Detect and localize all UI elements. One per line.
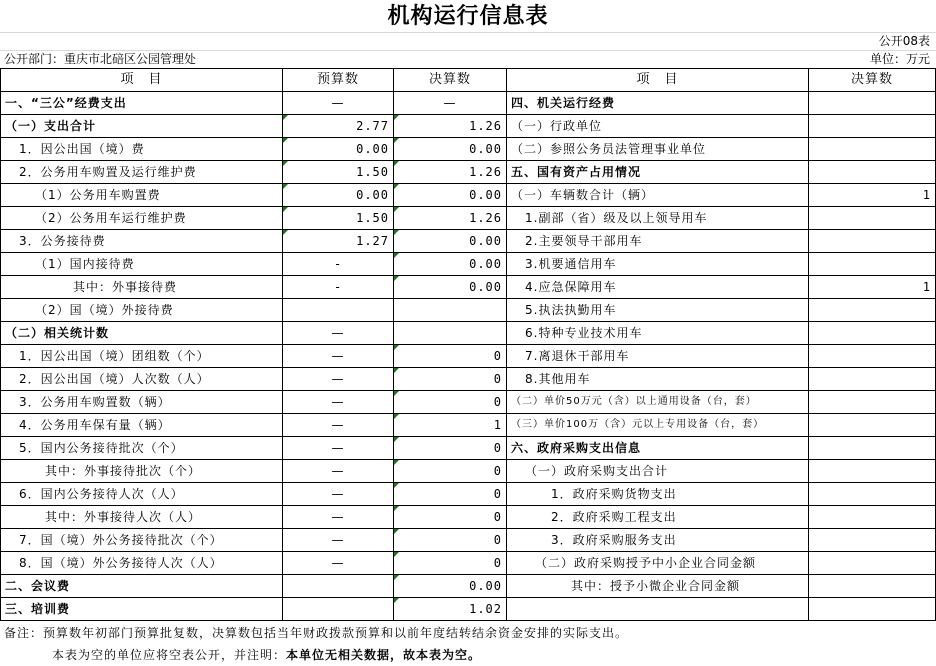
right-final-cell — [809, 506, 936, 529]
row-label: （2）国（境）外接待费 — [1, 299, 283, 322]
final-cell: — — [394, 92, 507, 115]
row-label: （1）国内接待费 — [1, 253, 283, 276]
row-label: （一）支出合计 — [1, 115, 283, 138]
page-title: 机构运行信息表 — [387, 4, 549, 29]
table-row — [1, 437, 936, 460]
final-cell: 0.00 — [394, 276, 507, 299]
footnote: 备注：预算数年初部门预算批复数，决算数包括当年财政拨款预算和以前年度结转结余资金安排的实际支出。 — [4, 626, 629, 640]
final-cell: 1.26 — [394, 207, 507, 230]
unit-label: 单位：万元 — [869, 52, 930, 66]
right-final-cell — [809, 161, 936, 184]
budget-cell — [283, 598, 394, 621]
table-row — [1, 414, 936, 437]
row-label: 8．国（境）外公务接待人次（人） — [1, 552, 283, 575]
row-label: 7．国（境）外公务接待批次（个） — [1, 529, 283, 552]
table-row — [1, 92, 936, 115]
right-final-cell — [809, 391, 936, 414]
title-row — [0, 0, 936, 32]
row-label: （1）公务用车购置费 — [1, 184, 283, 207]
right-final-cell — [809, 414, 936, 437]
right-final-cell — [809, 253, 936, 276]
row-label: 4．公务用车保有量（辆） — [1, 414, 283, 437]
row-label: 其中：外事接待批次（个） — [1, 460, 283, 483]
budget-cell: — — [283, 322, 394, 345]
right-row-label: （一）行政单位 — [507, 115, 809, 138]
footnote-empty-bold: 本单位无相关数据，故本表为空。 — [286, 648, 482, 662]
table-row — [1, 115, 936, 138]
budget-cell: 1.50 — [283, 207, 394, 230]
final-cell: 1.26 — [394, 115, 507, 138]
budget-cell: 1.50 — [283, 161, 394, 184]
table-row — [1, 230, 936, 253]
table-row — [1, 460, 936, 483]
final-cell: 0 — [394, 437, 507, 460]
right-row-label: 1．政府采购货物支出 — [507, 483, 809, 506]
budget-cell: 1.27 — [283, 230, 394, 253]
final-cell: 0.00 — [394, 230, 507, 253]
budget-cell: — — [283, 345, 394, 368]
table-row — [1, 322, 936, 345]
header-right-final: 决算数 — [809, 69, 936, 92]
final-cell: 0 — [394, 483, 507, 506]
budget-cell — [283, 299, 394, 322]
row-label: 2．公务用车购置及运行维护费 — [1, 161, 283, 184]
right-row-label: 8.其他用车 — [507, 368, 809, 391]
right-final-cell — [809, 322, 936, 345]
right-row-label: （二）政府采购授予中小企业合同金额 — [507, 552, 809, 575]
row-label: 6．国内公务接待人次（人） — [1, 483, 283, 506]
table-row — [1, 161, 936, 184]
final-cell: 0 — [394, 391, 507, 414]
final-cell: 0 — [394, 552, 507, 575]
right-row-label: 六、政府采购支出信息 — [507, 437, 809, 460]
row-label: 其中：外事接待人次（人） — [1, 506, 283, 529]
table-row — [1, 529, 936, 552]
right-final-cell — [809, 368, 936, 391]
right-final-cell — [809, 437, 936, 460]
budget-cell: — — [283, 368, 394, 391]
right-row-label: 五、国有资产占用情况 — [507, 161, 809, 184]
table-row — [1, 207, 936, 230]
header-left-item: 项 目 — [1, 69, 283, 92]
table-row — [1, 138, 936, 161]
budget-cell: — — [283, 506, 394, 529]
final-cell: 0 — [394, 460, 507, 483]
budget-cell: — — [283, 483, 394, 506]
table-row — [1, 184, 936, 207]
header-right-item: 项 目 — [507, 69, 809, 92]
right-final-cell — [809, 529, 936, 552]
right-row-label: （二）参照公务员法管理事业单位 — [507, 138, 809, 161]
right-row-label: （二）单价50万元（含）以上通用设备（台，套） — [507, 391, 809, 414]
row-label: 三、培训费 — [1, 598, 283, 621]
right-final-cell — [809, 115, 936, 138]
right-final-cell — [809, 460, 936, 483]
row-label: 3．公务用车购置数（辆） — [1, 391, 283, 414]
table-row — [1, 368, 936, 391]
final-cell — [394, 299, 507, 322]
right-final-cell — [809, 552, 936, 575]
budget-cell: — — [283, 460, 394, 483]
final-cell: 1.02 — [394, 598, 507, 621]
info-table — [0, 68, 936, 621]
table-row — [1, 575, 936, 598]
row-label: 5．国内公务接待批次（个） — [1, 437, 283, 460]
final-cell: 0.00 — [394, 184, 507, 207]
right-row-label: （一）政府采购支出合计 — [507, 460, 809, 483]
right-row-label: 6.特种专业技术用车 — [507, 322, 809, 345]
table-row — [1, 552, 936, 575]
right-row-label: 四、机关运行经费 — [507, 92, 809, 115]
right-row-label: （一）车辆数合计（辆） — [507, 184, 809, 207]
final-cell: 1.26 — [394, 161, 507, 184]
form-number: 公开08表 — [878, 34, 930, 48]
right-row-label: 5.执法执勤用车 — [507, 299, 809, 322]
row-label: 2．因公出国（境）人次数（人） — [1, 368, 283, 391]
right-final-cell — [809, 345, 936, 368]
budget-cell: - — [283, 253, 394, 276]
row-label: 1．因公出国（境）费 — [1, 138, 283, 161]
budget-cell: 2.77 — [283, 115, 394, 138]
budget-cell: — — [283, 552, 394, 575]
right-row-label — [507, 598, 809, 621]
right-row-label: 7.离退休干部用车 — [507, 345, 809, 368]
department-label: 公开部门：重庆市北碚区公园管理处 — [4, 52, 197, 66]
final-cell: 0 — [394, 529, 507, 552]
row-label: 二、会议费 — [1, 575, 283, 598]
row-label: 1．因公出国（境）团组数（个） — [1, 345, 283, 368]
budget-cell: 0.00 — [283, 138, 394, 161]
table-row — [1, 391, 936, 414]
final-cell: 0.00 — [394, 253, 507, 276]
final-cell — [394, 322, 507, 345]
final-cell: 0.00 — [394, 138, 507, 161]
budget-cell: — — [283, 391, 394, 414]
budget-cell: - — [283, 276, 394, 299]
footnote-empty-table — [52, 646, 481, 664]
right-final-cell — [809, 92, 936, 115]
right-row-label: 4.应急保障用车 — [507, 276, 809, 299]
table-row — [1, 345, 936, 368]
right-final-cell — [809, 207, 936, 230]
table-row — [1, 276, 936, 299]
final-cell: 1 — [394, 414, 507, 437]
right-final-cell — [809, 230, 936, 253]
budget-cell: — — [283, 92, 394, 115]
table-row — [1, 598, 936, 621]
budget-cell: — — [283, 437, 394, 460]
footnote-empty-prefix: 本表为空的单位应将空表公开，并注明： — [52, 648, 287, 662]
right-final-cell — [809, 138, 936, 161]
right-final-cell: 1 — [809, 184, 936, 207]
right-row-label: 2.主要领导干部用车 — [507, 230, 809, 253]
budget-cell: — — [283, 414, 394, 437]
right-row-label: 3.机要通信用车 — [507, 253, 809, 276]
right-row-label: 2．政府采购工程支出 — [507, 506, 809, 529]
right-row-label: 1.副部（省）级及以上领导用车 — [507, 207, 809, 230]
right-row-label: （三）单价100万（含）元以上专用设备（台，套） — [507, 414, 809, 437]
row-label: （二）相关统计数 — [1, 322, 283, 345]
row-label: 一、“三公”经费支出 — [1, 92, 283, 115]
header-budget: 预算数 — [283, 69, 394, 92]
budget-cell — [283, 575, 394, 598]
table-row — [1, 253, 936, 276]
header-final: 决算数 — [394, 69, 507, 92]
final-cell: 0 — [394, 506, 507, 529]
final-cell: 0.00 — [394, 575, 507, 598]
budget-cell: 0.00 — [283, 184, 394, 207]
row-label: 3．公务接待费 — [1, 230, 283, 253]
row-label: 其中：外事接待费 — [1, 276, 283, 299]
final-cell: 0 — [394, 345, 507, 368]
right-final-cell — [809, 299, 936, 322]
header-row — [1, 69, 936, 92]
right-row-label: 其中：授予小微企业合同金额 — [507, 575, 809, 598]
grid-line — [0, 32, 936, 33]
right-final-cell — [809, 483, 936, 506]
table-row — [1, 299, 936, 322]
right-final-cell: 1 — [809, 276, 936, 299]
right-row-label: 3．政府采购服务支出 — [507, 529, 809, 552]
right-final-cell — [809, 575, 936, 598]
right-final-cell — [809, 598, 936, 621]
final-cell: 0 — [394, 368, 507, 391]
row-label: （2）公务用车运行维护费 — [1, 207, 283, 230]
table-row — [1, 506, 936, 529]
table-row — [1, 483, 936, 506]
budget-cell: — — [283, 529, 394, 552]
